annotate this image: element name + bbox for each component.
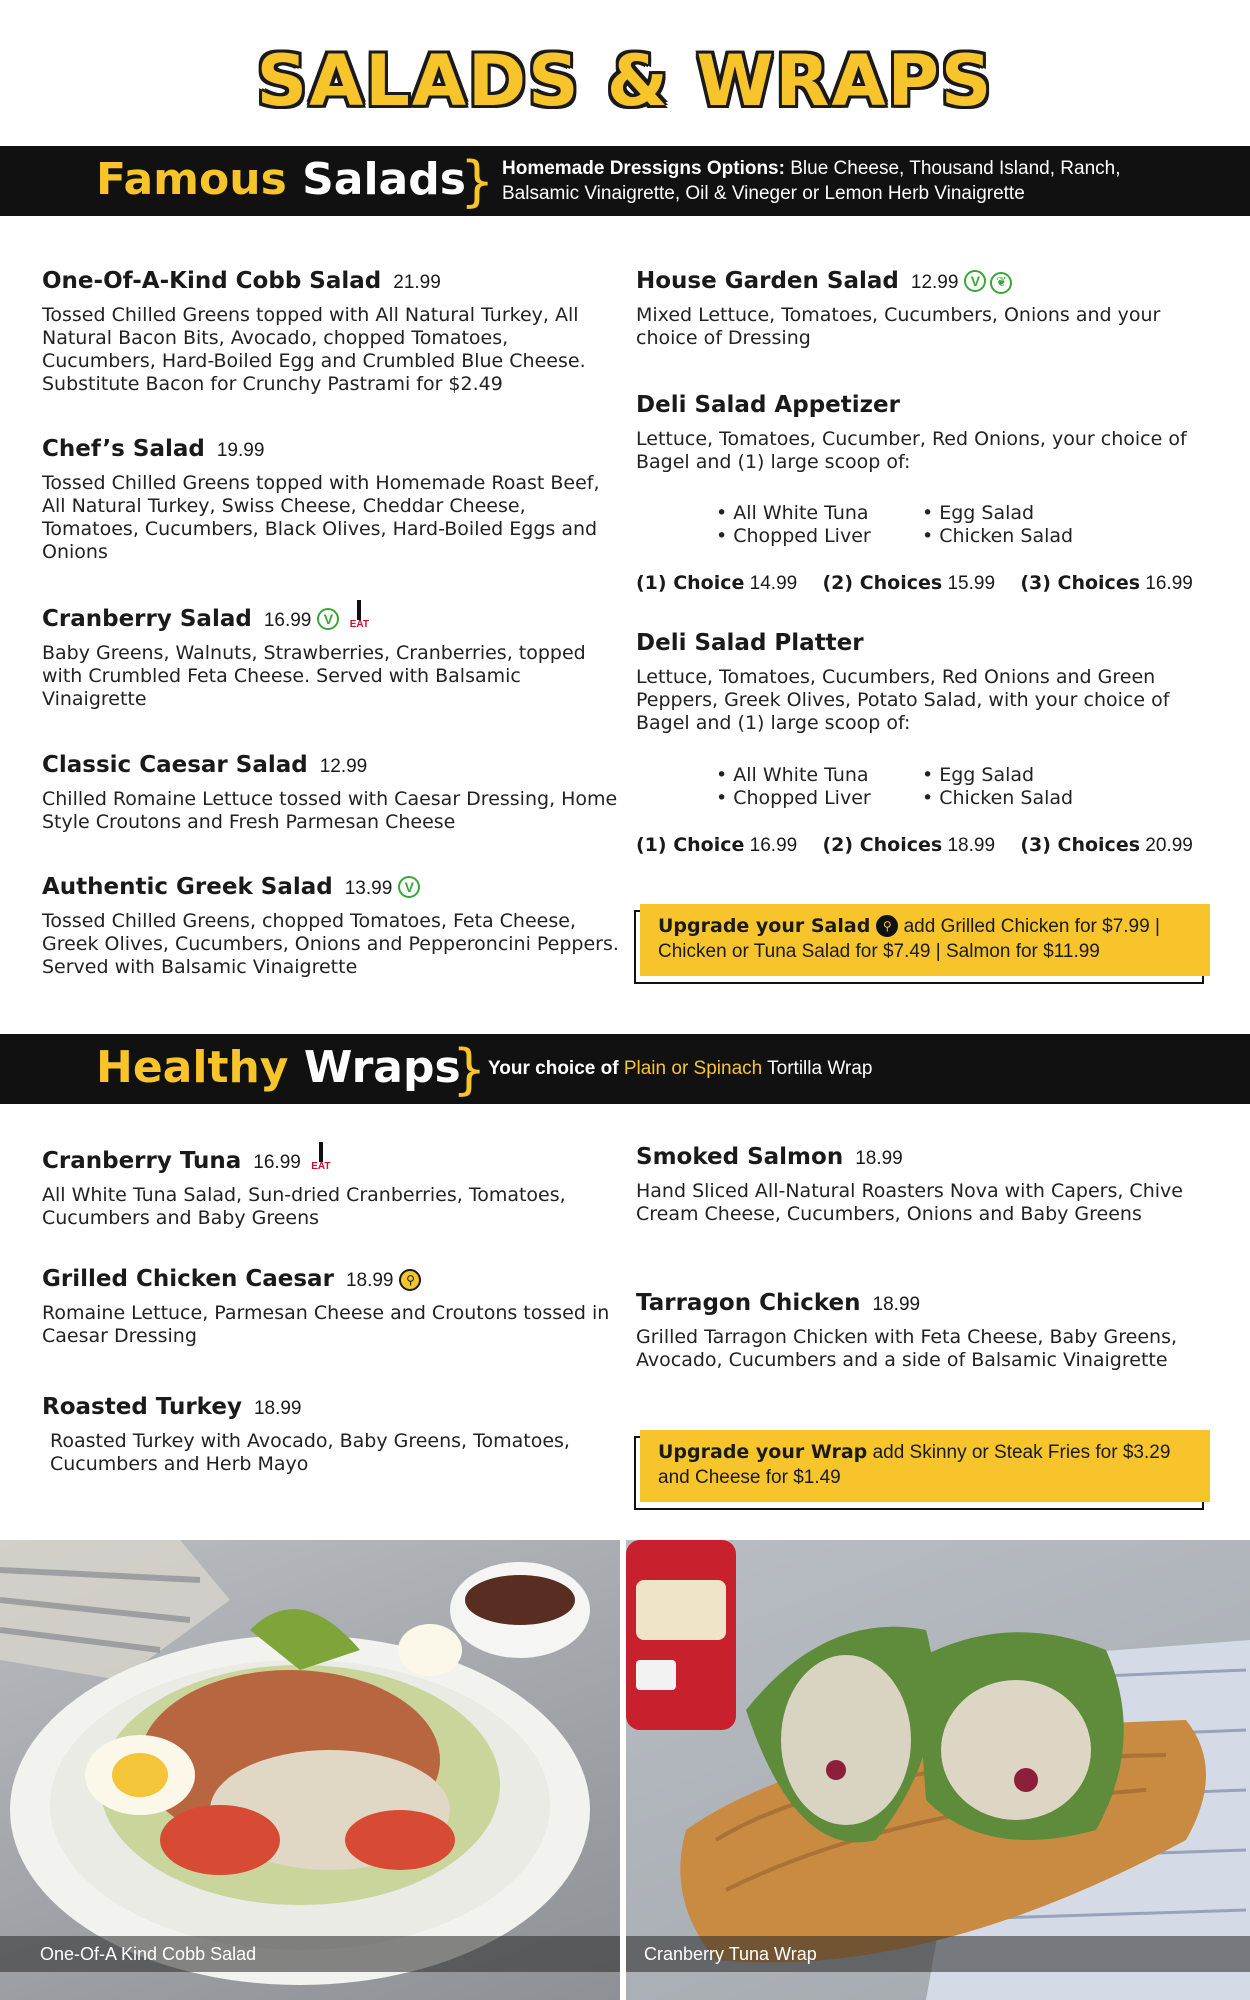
menu-item-chefs-salad <box>42 436 622 564</box>
dressing-options <box>502 156 1121 206</box>
option-item: • Chopped Liver <box>716 787 871 809</box>
item-price: 16.99 <box>253 1152 301 1173</box>
option-item: • Egg Salad <box>922 502 1035 524</box>
menu-item-cranberry-tuna-wrap <box>42 1142 622 1230</box>
wrap-note-highlight: Plain or Spinach <box>623 1058 763 1079</box>
choice-price: 16.99 <box>1145 573 1193 594</box>
choice-price: 18.99 <box>947 835 996 856</box>
item-name: Cranberry Tuna <box>42 1148 242 1174</box>
dressing-line1: Blue Cheese, Thousand Island, Ranch, <box>790 158 1121 179</box>
item-name: Tarragon Chicken <box>636 1290 861 1316</box>
item-price: 12.99 <box>910 272 959 293</box>
choice-price: 16.99 <box>749 835 798 856</box>
choice-label: (1) Choice <box>636 834 745 856</box>
brace-icon: } <box>452 1038 487 1101</box>
choice-price: 14.99 <box>749 573 798 594</box>
menu-item-cobb-salad <box>42 268 622 396</box>
vegetarian-icon: V <box>398 876 420 898</box>
photo-caption-left: One-Of-A Kind Cobb Salad <box>0 1936 620 1972</box>
menu-item-smoked-salmon-wrap <box>636 1144 1206 1226</box>
menu-item-tarragon-chicken-wrap <box>636 1290 1206 1372</box>
salads-heading-word2: Salads <box>302 154 466 205</box>
item-description: Lettuce, Tomatoes, Cucumbers, Red Onions and Green Peppers, Greek Olives, Potato Salad, with your choice of Bagel and (1) large scoop of: <box>636 666 1170 734</box>
vegetarian-icon: V <box>964 270 986 292</box>
platter-options-col1 <box>716 764 871 810</box>
item-price: 12.99 <box>319 756 368 777</box>
platter-options-col2 <box>922 764 1073 810</box>
item-description: Lettuce, Tomatoes, Cucumber, Red Onions, your choice of Bagel and (1) large scoop of: <box>636 428 1187 473</box>
item-name: One-Of-A-Kind Cobb Salad <box>42 268 382 294</box>
upgrade-wrap-text2: and Cheese for $1.49 <box>658 1467 841 1488</box>
wrap-choice-note <box>488 1056 872 1081</box>
vegan-leaf-icon: ❦ <box>990 272 1012 294</box>
wrap-illustration <box>626 1540 1250 2000</box>
item-price: 18.99 <box>855 1148 903 1169</box>
item-name: Chef’s Salad <box>42 436 205 462</box>
menu-item-grilled-chicken-caesar-wrap <box>42 1266 622 1348</box>
wraps-header-band <box>0 1034 1250 1104</box>
item-description: Tossed Chilled Greens, chopped Tomatoes, Feta Cheese, Greek Olives, Cucumbers, Onions and Pepperoncini Peppers. Served with Balsamic Vinaigrette <box>42 910 619 978</box>
item-description: Roasted Turkey with Avocado, Baby Greens, Tomatoes, Cucumbers and Herb Mayo <box>50 1430 570 1475</box>
wraps-heading-word2: Wraps <box>303 1042 461 1093</box>
dressing-line2: Balsamic Vinaigrette, Oil & Vineger or Lemon Herb Vinaigrette <box>502 183 1025 204</box>
item-name: House Garden Salad <box>636 268 899 294</box>
wraps-heading-word1: Healthy <box>96 1042 289 1093</box>
item-name: Classic Caesar Salad <box>42 752 308 778</box>
platter-choice-prices <box>636 834 1193 857</box>
item-name: Grilled Chicken Caesar <box>42 1266 334 1292</box>
choice-label: (3) Choices <box>1020 572 1141 594</box>
salads-heading <box>96 154 466 205</box>
item-description: Hand Sliced All-Natural Roasters Nova with Capers, Chive Cream Cheese, Cucumbers, Onions and Baby Greens <box>636 1180 1183 1225</box>
item-description: Chilled Romaine Lettuce tossed with Caesar Dressing, Home Style Croutons and Fresh Parmesan Cheese <box>42 788 618 833</box>
salads-header-band <box>0 146 1250 216</box>
appetizer-options-col2 <box>922 502 1073 548</box>
item-description: Romaine Lettuce, Parmesan Cheese and Croutons tossed in Caesar Dressing <box>42 1302 610 1347</box>
photo-caption-right: Cranberry Tuna Wrap <box>626 1936 1250 1972</box>
option-item: • Chicken Salad <box>922 525 1074 547</box>
menu-item-deli-salad-platter <box>636 630 1206 735</box>
wraps-heading <box>96 1042 461 1093</box>
choice-price: 15.99 <box>947 573 996 594</box>
item-name: Cranberry Salad <box>42 606 252 632</box>
item-name: Authentic Greek Salad <box>42 874 333 900</box>
option-item: • All White Tuna <box>716 764 869 786</box>
option-item: • Chopped Liver <box>716 525 871 547</box>
item-name: Deli Salad Appetizer <box>636 392 900 418</box>
item-name: Roasted Turkey <box>42 1394 242 1420</box>
item-price: 21.99 <box>393 272 441 293</box>
item-description: Tossed Chilled Greens topped with All Natural Turkey, All Natural Bacon Bits, Avocado, chopped Tomatoes, Cucumbers, Hard-Boiled Egg and Crumbled Blue Cheese. Substitute Bacon for Crunchy Pastrami for $2.49 <box>42 304 586 395</box>
item-price: 18.99 <box>253 1398 302 1419</box>
option-item: • All White Tuna <box>716 502 869 524</box>
item-price: 16.99 <box>263 610 312 631</box>
vegetarian-icon: V <box>317 608 339 630</box>
item-description: Mixed Lettuce, Tomatoes, Cucumbers, Onions and your choice of Dressing <box>636 304 1161 349</box>
wrap-note-label: Your choice of <box>488 1058 619 1079</box>
menu-item-roasted-turkey-wrap <box>42 1394 622 1476</box>
page-title: SALADS & WRAPS <box>256 40 994 122</box>
menu-item-deli-salad-appetizer <box>636 392 1206 474</box>
cobb-salad-photo <box>0 1540 620 2000</box>
choice-label: (2) Choices <box>822 834 943 856</box>
dressing-label: Homemade Dressigns Options: <box>502 158 785 179</box>
item-price: 19.99 <box>216 440 265 461</box>
item-name: Smoked Salmon <box>636 1144 844 1170</box>
menu-item-caesar-salad <box>42 752 622 834</box>
choice-price: 20.99 <box>1145 835 1193 856</box>
upgrade-salad-label: Upgrade your Salad <box>658 915 871 937</box>
upgrade-salad-text2: Chicken or Tuna Salad for $7.49 | Salmon for $11.99 <box>658 941 1100 962</box>
cranberry-tuna-wrap-photo <box>626 1540 1250 2000</box>
menu-item-house-garden-salad <box>636 268 1206 350</box>
salads-heading-word1: Famous <box>96 154 287 205</box>
option-item: • Chicken Salad <box>922 787 1074 809</box>
upgrade-wrap-box <box>634 1436 1204 1510</box>
salad-illustration <box>0 1540 620 2000</box>
item-price: 18.99 <box>345 1270 394 1291</box>
choice-label: (2) Choices <box>822 572 943 594</box>
choice-label: (1) Choice <box>636 572 745 594</box>
item-description: Grilled Tarragon Chicken with Feta Cheese, Baby Greens, Avocado, Cucumbers and a side of Balsamic Vinaigrette <box>636 1326 1178 1371</box>
appetizer-options-col1 <box>716 502 871 548</box>
brace-icon: } <box>460 150 495 213</box>
choice-label: (3) Choices <box>1020 834 1141 856</box>
nyc-favorite-icon: EAT <box>307 1142 335 1172</box>
upgrade-wrap-text1: add Skinny or Steak Fries for $3.29 <box>872 1442 1171 1463</box>
item-description: All White Tuna Salad, Sun-dried Cranberries, Tomatoes, Cucumbers and Baby Greens <box>42 1184 566 1229</box>
wrap-note-rest: Tortilla Wrap <box>767 1058 873 1079</box>
key-icon: ⚲ <box>876 915 898 937</box>
upgrade-wrap-label: Upgrade your Wrap <box>658 1441 868 1463</box>
menu-item-greek-salad <box>42 874 632 979</box>
upgrade-salad-box <box>634 910 1204 984</box>
option-item: • Egg Salad <box>922 764 1035 786</box>
menu-item-cranberry-salad <box>42 600 622 711</box>
key-icon: ⚲ <box>399 1269 421 1291</box>
appetizer-choice-prices <box>636 572 1193 595</box>
item-price: 18.99 <box>872 1294 921 1315</box>
upgrade-salad-text1: add Grilled Chicken for $7.99 | <box>903 916 1160 937</box>
nyc-favorite-icon: EAT <box>345 600 373 630</box>
item-description: Tossed Chilled Greens topped with Homemade Roast Beef, All Natural Turkey, Swiss Cheese, Cheddar Cheese, Tomatoes, Cucumbers, Black Olives, Hard-Boiled Eggs and Onions <box>42 472 600 563</box>
item-price: 13.99 <box>344 878 393 899</box>
item-name: Deli Salad Platter <box>636 630 864 656</box>
item-description: Baby Greens, Walnuts, Strawberries, Cranberries, topped with Crumbled Feta Cheese. Served with Balsamic Vinaigrette <box>42 642 586 710</box>
